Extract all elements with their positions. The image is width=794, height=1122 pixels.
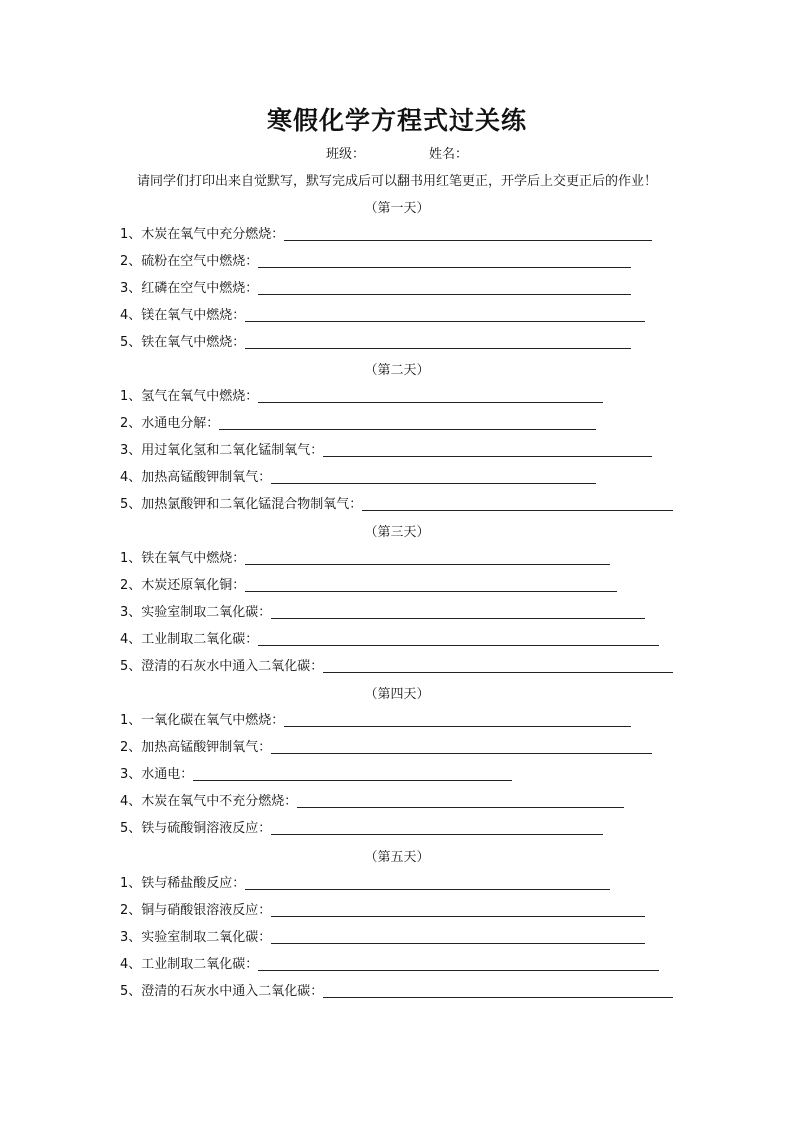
exercise-item	[120, 413, 596, 431]
exercise-item	[120, 575, 617, 593]
instruction-text: 请同学们打印出来自觉默写，默写完成后可以翻书用红笔更正，开学后上交更正后的作业！	[136, 174, 657, 189]
answer-line[interactable]	[271, 604, 645, 619]
item-prompt: 铜与硝酸银溶液反应：	[141, 903, 272, 918]
answer-line[interactable]	[297, 793, 624, 808]
exercise-item	[120, 737, 652, 755]
day-header: （第四天）	[364, 687, 430, 702]
answer-line[interactable]	[258, 388, 603, 403]
answer-line[interactable]	[284, 712, 631, 727]
item-number: 2、	[120, 416, 142, 431]
answer-line[interactable]	[245, 307, 645, 322]
exercise-item	[120, 251, 631, 269]
item-number: 4、	[120, 632, 142, 647]
exercise-item	[120, 873, 610, 891]
answer-line[interactable]	[219, 415, 596, 430]
item-number: 2、	[120, 740, 142, 755]
answer-line[interactable]	[323, 442, 652, 457]
item-number: 5、	[120, 335, 142, 350]
exercise-item	[120, 710, 631, 728]
item-number: 5、	[120, 984, 142, 999]
item-number: 3、	[120, 443, 142, 458]
day-header: （第三天）	[364, 525, 430, 540]
class-label: 班级：	[325, 147, 365, 162]
exercise-item	[120, 467, 596, 485]
item-prompt: 工业制取二氧化碳：	[141, 957, 259, 972]
item-number: 2、	[120, 903, 142, 918]
exercise-item	[120, 981, 673, 999]
answer-line[interactable]	[284, 226, 652, 241]
item-prompt: 澄清的石灰水中通入二氧化碳：	[141, 659, 324, 674]
answer-line[interactable]	[323, 983, 673, 998]
answer-line[interactable]	[258, 280, 631, 295]
item-prompt: 木炭在氧气中充分燃烧：	[141, 227, 285, 242]
item-number: 3、	[120, 605, 142, 620]
item-prompt: 硫粉在空气中燃烧：	[141, 254, 259, 269]
item-number: 5、	[120, 497, 142, 512]
day-header: （第一天）	[364, 201, 430, 216]
item-prompt: 木炭还原氧化铜：	[141, 578, 246, 593]
exercise-item	[120, 818, 603, 836]
answer-line[interactable]	[271, 820, 603, 835]
exercise-item	[120, 764, 512, 782]
item-number: 1、	[120, 876, 142, 891]
name-label: 姓名：	[429, 147, 469, 162]
item-prompt: 铁与稀盐酸反应：	[141, 876, 246, 891]
exercise-item	[120, 656, 673, 674]
exercise-item	[120, 602, 645, 620]
exercise-item	[120, 927, 645, 945]
item-prompt: 水通电：	[141, 767, 194, 782]
item-prompt: 工业制取二氧化碳：	[141, 632, 259, 647]
item-number: 4、	[120, 470, 142, 485]
answer-line[interactable]	[271, 739, 652, 754]
day-header: （第五天）	[364, 850, 430, 865]
item-prompt: 用过氧化氢和二氧化锰制氧气：	[141, 443, 324, 458]
item-prompt: 红磷在空气中燃烧：	[141, 281, 259, 296]
item-number: 1、	[120, 389, 142, 404]
item-prompt: 铁在氧气中燃烧：	[141, 551, 246, 566]
item-number: 3、	[120, 281, 142, 296]
answer-line[interactable]	[245, 577, 617, 592]
item-prompt: 铁在氧气中燃烧：	[141, 335, 246, 350]
exercise-item	[120, 305, 645, 323]
item-prompt: 一氧化碳在氧气中燃烧：	[141, 713, 285, 728]
item-prompt: 实验室制取二氧化碳：	[141, 930, 272, 945]
item-number: 1、	[120, 227, 142, 242]
item-number: 2、	[120, 578, 142, 593]
exercise-item	[120, 386, 603, 404]
item-number: 3、	[120, 930, 142, 945]
item-prompt: 澄清的石灰水中通入二氧化碳：	[141, 984, 324, 999]
item-number: 4、	[120, 794, 142, 809]
exercise-item	[120, 954, 659, 972]
answer-line[interactable]	[245, 875, 610, 890]
exercise-item	[120, 494, 673, 512]
item-number: 5、	[120, 821, 142, 836]
student-info-row	[0, 143, 794, 162]
item-number: 1、	[120, 713, 142, 728]
page-title: 寒假化学方程式过关练	[266, 106, 527, 135]
answer-line[interactable]	[362, 496, 673, 511]
item-prompt: 加热高锰酸钾制氧气：	[141, 470, 272, 485]
answer-line[interactable]	[323, 658, 673, 673]
answer-line[interactable]	[258, 631, 659, 646]
answer-line[interactable]	[271, 469, 596, 484]
exercise-item	[120, 900, 645, 918]
answer-line[interactable]	[258, 956, 659, 971]
answer-line[interactable]	[245, 334, 631, 349]
day-header: （第二天）	[364, 363, 430, 378]
item-prompt: 实验室制取二氧化碳：	[141, 605, 272, 620]
item-prompt: 加热高锰酸钾制氧气：	[141, 740, 272, 755]
item-prompt: 加热氯酸钾和二氧化锰混合物制氧气：	[141, 497, 363, 512]
exercise-item	[120, 224, 652, 242]
exercise-item	[120, 548, 610, 566]
item-prompt: 氢气在氧气中燃烧：	[141, 389, 259, 404]
answer-line[interactable]	[271, 902, 645, 917]
exercise-item	[120, 440, 652, 458]
exercise-item	[120, 332, 631, 350]
answer-line[interactable]	[271, 929, 645, 944]
exercise-item	[120, 791, 624, 809]
answer-line[interactable]	[245, 550, 610, 565]
item-number: 5、	[120, 659, 142, 674]
item-prompt: 铁与硫酸铜溶液反应：	[141, 821, 272, 836]
exercise-item	[120, 278, 631, 296]
item-number: 2、	[120, 254, 142, 269]
exercise-item	[120, 629, 659, 647]
item-number: 1、	[120, 551, 142, 566]
item-prompt: 水通电分解：	[141, 416, 220, 431]
item-prompt: 木炭在氧气中不充分燃烧：	[141, 794, 298, 809]
item-number: 4、	[120, 957, 142, 972]
item-prompt: 镁在氧气中燃烧：	[141, 308, 246, 323]
item-number: 4、	[120, 308, 142, 323]
answer-line[interactable]	[193, 766, 512, 781]
item-number: 3、	[120, 767, 142, 782]
answer-line[interactable]	[258, 253, 631, 268]
